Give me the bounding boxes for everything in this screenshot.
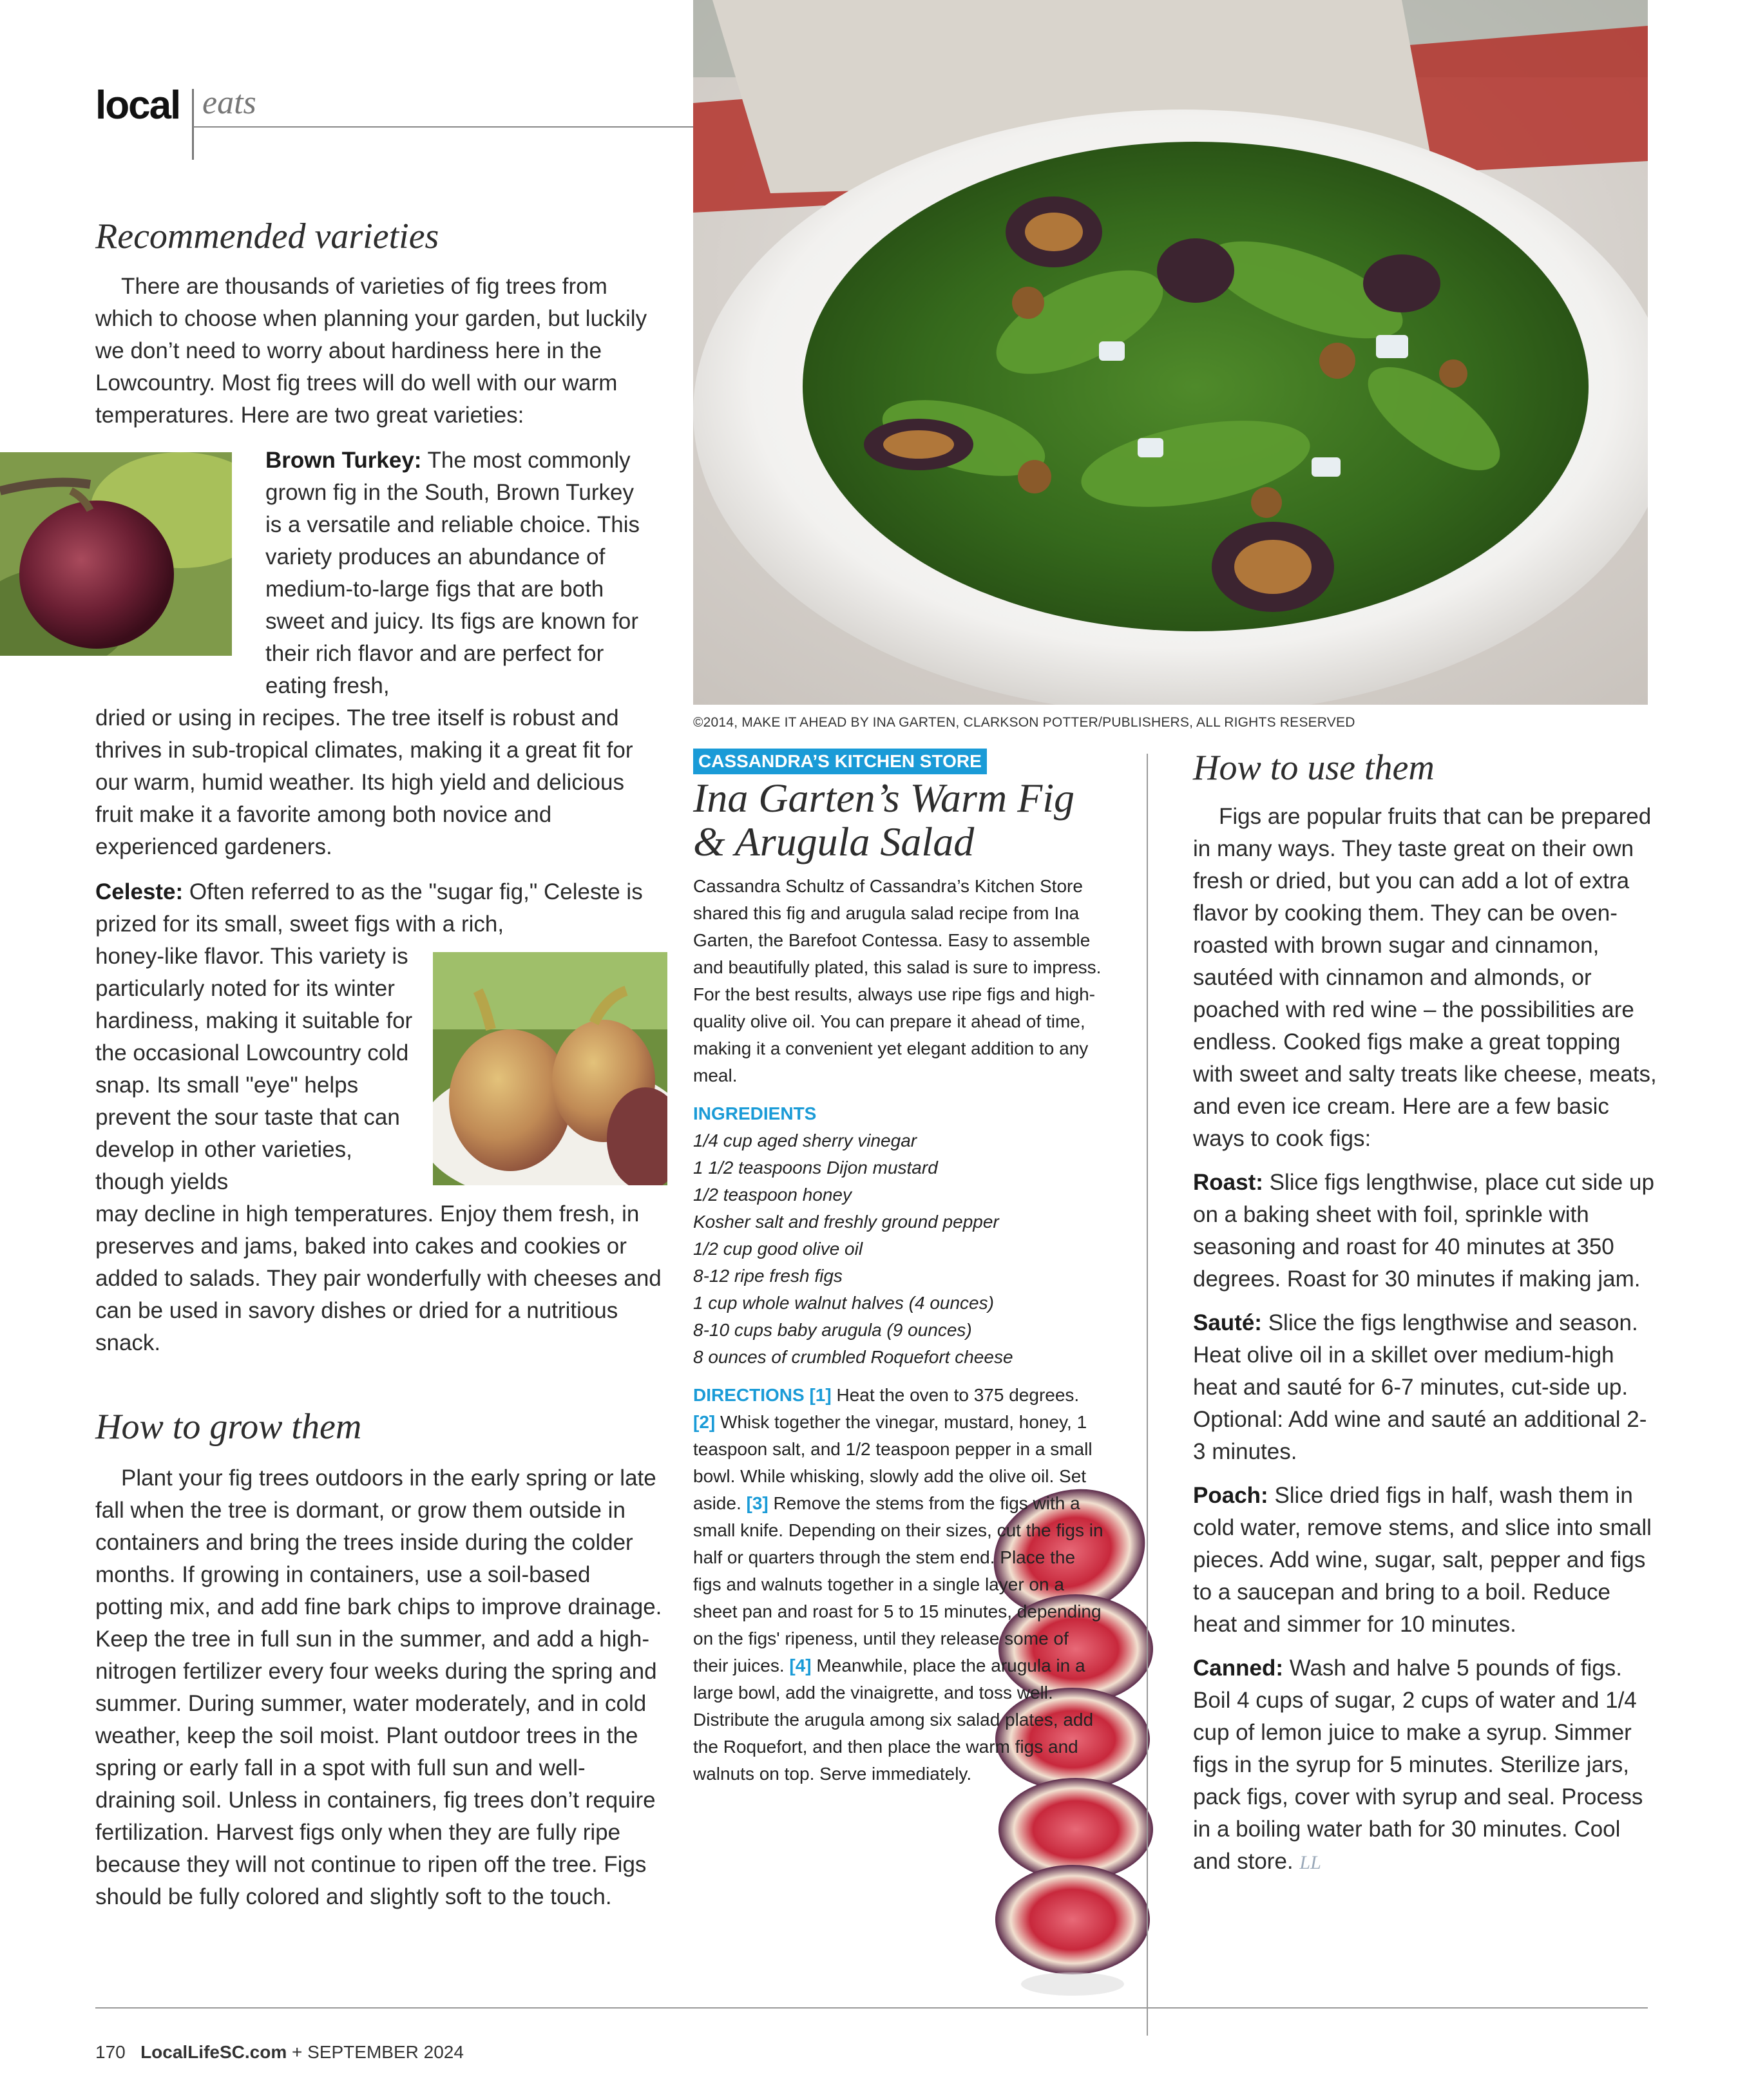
use-intro: Figs are popular fruits that can be prepared in many ways. They taste great on their own fresh or dried, but you can add a lot of extra flavor by cooking them. They can be oven-roasted with brown sugar and cinnamon, sautéed with cinnamon and almonds, or poached with red wine – the possibilities are endless. Cooked figs make a great topping with sweet and salty treats like cheese, meats, and even ice cream. Here are a few basic ways to cook figs: [1193, 804, 1657, 1151]
recipe-intro: Cassandra Schultz of Cassandra’s Kitchen Store shared this fig and arugula salad recipe from Ina Garten, the Barefoot Contessa. Easy to assemble and beautifully plated, this salad is sure to impress. For the best results, always use ripe figs and high-quality olive oil. You can prepare it ahead of time, making it a convenient yet elegant addition to any meal. [693, 876, 1102, 1085]
photo-credit: ©2014, MAKE IT AHEAD BY INA GARTEN, CLARKSON POTTER/PUBLISHERS, ALL RIGHTS RESERVED [693, 715, 1355, 730]
salad-photo [693, 0, 1648, 705]
grow-text: Plant your fig trees outdoors in the early spring or late fall when the tree is dormant, or grow them outside in containers and bring the trees inside during the colder months. If growing in containers, use a soil-based potting mix, and add fine bark chips to improve drainage. Keep the tree in full sun in the summer, and add a high-nitrogen fertilizer every four weeks during the spring and summer. During summer, water moderately, and in cold weather, keep the soil moist. Plant outdoor trees in the spring or early fall in a spot with full sun and well-draining soil. Unless in containers, fig trees don’t require fertilization. Harvest figs only when they are fully ripe because they will not continue to ripen off the tree. Figs should be fully colored and slightly soft to the touch. [95, 1465, 662, 1909]
celeste-para-top [95, 876, 662, 940]
ingredient-item: 1 1/2 teaspoons Dijon mustard [693, 1158, 938, 1178]
ingredient-item: 8 ounces of crumbled Roquefort cheese [693, 1347, 1013, 1367]
section-logo: local [95, 83, 180, 128]
brown-turkey-text-2: dried or using in recipes. The tree itself is robust and thrives in sub-tropical climates, making it a great fit for our warm, humid weather. Its high yield and delicious fruit make it a favorite among both novice and experienced gardeners. [95, 705, 633, 859]
subsection-label: eats [202, 84, 256, 121]
canned-label: Canned: [1193, 1656, 1283, 1681]
grow-body [95, 1462, 662, 1913]
poach-label: Poach: [1193, 1483, 1268, 1508]
footer [95, 2042, 464, 2063]
roast-text: Slice figs lengthwise, place cut side up on a baking sheet with foil, sprinkle with seasoning and roast for 40 minutes at 350 degrees. Roast for 30 minutes if making jam. [1193, 1170, 1654, 1292]
poach-para [1193, 1480, 1657, 1641]
use-heading: How to use them [1193, 748, 1435, 788]
footer-separator: + [292, 2042, 303, 2062]
header-rule [193, 126, 696, 128]
ingredient-item: Kosher salt and freshly ground pepper [693, 1212, 999, 1232]
store-tag: CASSANDRA’S KITCHEN STORE [693, 749, 987, 774]
recipe-title-line1: Ina Garten’s Warm Fig [693, 775, 1075, 821]
step2-text: Whisk together the vinegar, mustard, honey, 1 teaspoon salt, and 1/2 teaspoon pepper in a small bowl. While whisking, slowly add the olive oil. Set aside. [693, 1412, 1093, 1513]
directions-top [693, 1382, 1105, 1788]
canned-text: Wash and halve 5 pounds of figs. Boil 4 cups of sugar, 2 cups of water and 1/4 cup of lemon juice to make a syrup. Simmer figs in the syrup for 5 minutes. Sterilize jars, pack figs, cover with syrup and seal. Process in a boiling water bath for 30 minutes. Cool and store. [1193, 1656, 1643, 1874]
step2-number: [2] [693, 1412, 716, 1432]
site-link[interactable]: LocalLifeSC.com [140, 2042, 287, 2062]
roast-para [1193, 1167, 1657, 1295]
issue-date: SEPTEMBER 2024 [307, 2042, 464, 2062]
celeste-figs-photo [433, 952, 667, 1185]
brown-turkey-fig-photo [0, 452, 232, 656]
footer-rule [95, 2007, 1648, 2009]
directions-label: DIRECTIONS [693, 1385, 805, 1405]
brown-turkey-label: Brown Turkey: [265, 448, 422, 473]
header-divider [192, 89, 194, 160]
end-mark: LL [1299, 1852, 1321, 1873]
brown-turkey-text-1: The most commonly grown fig in the South, Brown Turkey is a versatile and reliable choice. This variety produces an abundance of medium-to-large figs that are both sweet and juicy. Its figs are known for their rich flavor and are perfect for eating fresh, [265, 448, 640, 698]
roast-label: Roast: [1193, 1170, 1263, 1195]
ingredient-item: 1/2 cup good olive oil [693, 1239, 863, 1259]
celeste-para-mid [95, 940, 417, 1198]
step4-text: Meanwhile, place the arugula in a large bowl, add the vinaigrette, and toss well. Distribute the arugula among six salad plates, add the Roquefort, and then place the warm figs and walnuts on top. Serve immediately. [693, 1656, 1094, 1784]
saute-text: Slice the figs lengthwise and season. Heat olive oil in a skillet over medium-high heat and sauté for 6-7 minutes, cut-side up. Optional: Add wine and sauté an additional 2-3 minutes. [1193, 1310, 1647, 1464]
brown-turkey-para-top [265, 444, 656, 702]
ingredient-item: 1/4 cup aged sherry vinegar [693, 1131, 917, 1150]
celeste-text-1: Often referred to as the "sugar fig," Celeste is prized for its small, sweet figs with a rich, [95, 879, 643, 937]
column-divider [1147, 754, 1148, 2036]
step3-number: [3] [746, 1493, 769, 1513]
step1-number: [1] [809, 1385, 832, 1405]
brown-turkey-para-bottom [95, 702, 662, 863]
ingredient-item: 1 cup whole walnut halves (4 ounces) [693, 1293, 994, 1313]
celeste-para-bottom [95, 1198, 662, 1359]
canned-para [1193, 1652, 1657, 1879]
use-body [1193, 801, 1657, 1879]
saute-label: Sauté: [1193, 1310, 1262, 1335]
page-number: 170 [95, 2042, 126, 2062]
celeste-label: Celeste: [95, 879, 184, 904]
ingredient-item: 8-12 ripe fresh figs [693, 1266, 843, 1286]
step3-text: Remove the stems from the figs with a small knife. Depending on their sizes, cut the figs in half or quarters through the stem end. Place the figs and walnuts together in a single layer on a sheet pan and roast for 5 to 15 minutes, depending on the figs' ripeness, until they release some of their juices. [693, 1493, 1103, 1675]
celeste-text-3: may decline in high temperatures. Enjoy them fresh, in preserves and jams, baked into cakes and cookies or added to salads. They pair wonderfully with cheeses and can be used in savory dishes or dried for a nutritious snack. [95, 1201, 662, 1355]
ingredient-item: 8-10 cups baby arugula (9 ounces) [693, 1320, 972, 1340]
varieties-intro-text: There are thousands of varieties of fig trees from which to choose when planning your garden, but luckily we don’t need to worry about hardiness here in the Lowcountry. Most fig trees will do well with our warm temperatures. Here are two great varieties: [95, 274, 647, 428]
grow-heading: How to grow them [95, 1407, 362, 1447]
ingredients-label: INGREDIENTS [693, 1103, 817, 1123]
saute-para [1193, 1307, 1657, 1468]
step1-text: Heat the oven to 375 degrees. [836, 1385, 1080, 1405]
varieties-intro [95, 271, 662, 432]
ingredient-item: 1/2 teaspoon honey [693, 1185, 852, 1205]
poach-text: Slice dried figs in half, wash them in cold water, remove stems, and slice into small pieces. Add wine, sugar, salt, pepper and figs to a saucepan and bring to a boil. Reduce heat and simmer for 10 minutes. [1193, 1483, 1652, 1637]
recipe-title [693, 776, 1074, 864]
recipe-title-line2: & Arugula Salad [693, 819, 975, 864]
step4-number: [4] [789, 1656, 812, 1675]
ingredients-section [693, 1100, 1131, 1371]
celeste-text-2: honey-like flavor. This variety is particularly noted for its winter hardiness, making it suitable for the occasional Lowcountry cold snap. Its small "eye" helps prevent the sour taste that can develop in other varieties, though yields [95, 944, 413, 1194]
varieties-heading: Recommended varieties [95, 216, 439, 256]
